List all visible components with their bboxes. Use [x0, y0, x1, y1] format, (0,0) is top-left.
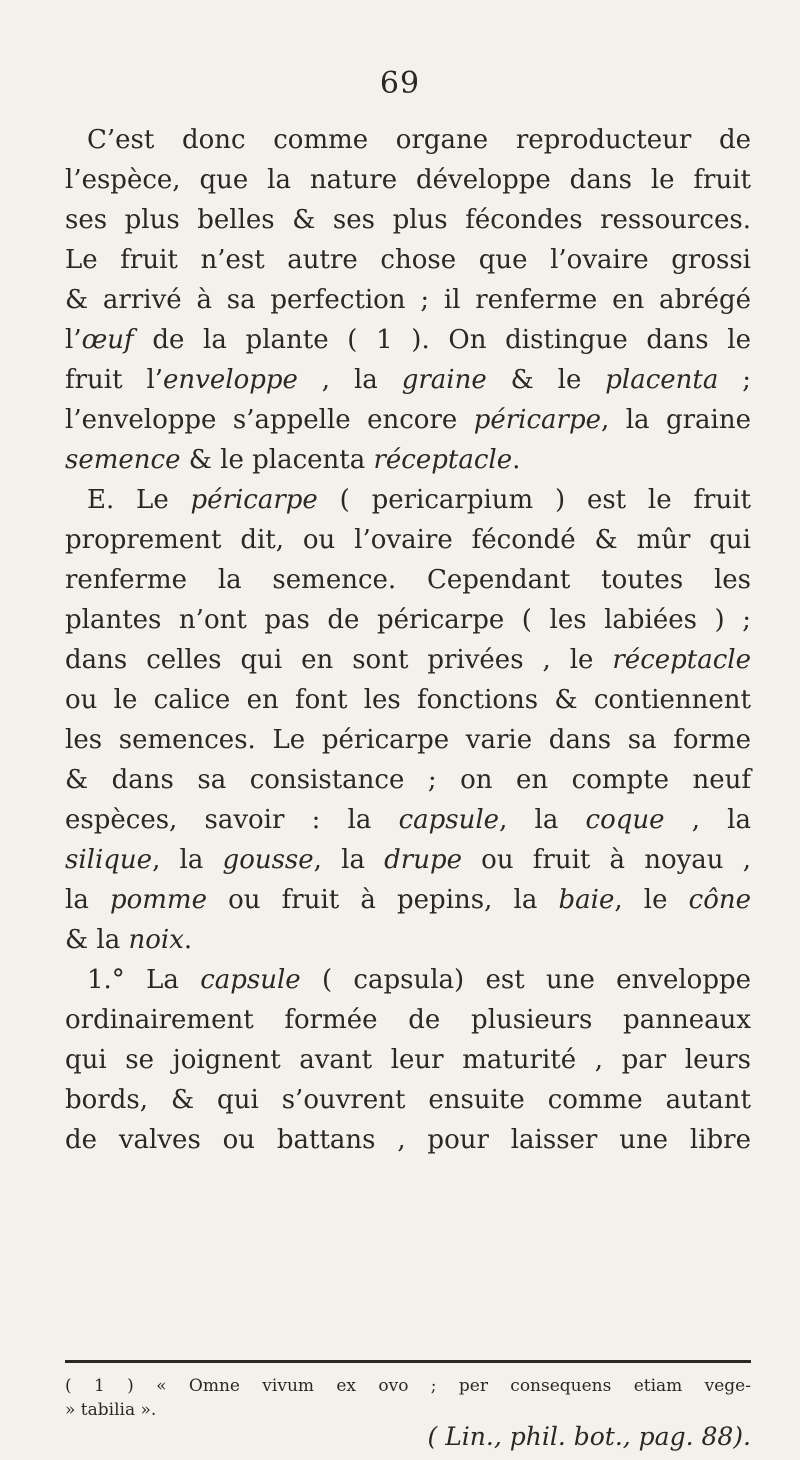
text-run: de valves ou battans , pour laisser une libre	[65, 1125, 751, 1155]
text-run: plantes n’ont pas de péricarpe ( les labiées ) ;	[65, 605, 751, 635]
text-line	[65, 400, 751, 440]
text-run: C’est donc comme organe reproducteur de	[87, 125, 751, 155]
text-line	[65, 920, 751, 960]
text-run: .	[512, 445, 521, 475]
main-text	[65, 120, 751, 1160]
text-run: fruit l’	[65, 365, 164, 395]
text-line	[65, 440, 751, 480]
italic-term: baie	[558, 885, 615, 915]
italic-term: capsule	[200, 965, 301, 995]
italic-term: péricarpe	[190, 485, 318, 515]
text-line	[65, 680, 751, 720]
text-run: l’enveloppe s’appelle encore	[65, 405, 474, 435]
italic-term: placenta	[605, 365, 719, 395]
text-run: ( capsula) est une enveloppe	[300, 965, 752, 995]
text-line	[65, 200, 751, 240]
text-line	[65, 1120, 751, 1160]
text-run: ses plus belles & ses plus fécondes ressources.	[65, 205, 751, 235]
text-line	[65, 520, 751, 560]
text-run: l’	[65, 325, 82, 355]
text-run: ( pericarpium ) est le fruit	[317, 485, 751, 515]
text-run: , la	[499, 805, 586, 835]
text-line	[65, 480, 751, 520]
page-number: 69	[379, 66, 421, 101]
text-line	[65, 240, 751, 280]
text-line	[65, 760, 751, 800]
text-run: & dans sa consistance ; on en compte neuf	[65, 765, 751, 795]
italic-term: péricarpe	[473, 405, 602, 435]
italic-term: capsule	[398, 805, 500, 835]
text-run: les semences. Le péricarpe varie dans sa forme	[65, 725, 751, 755]
text-run: ordinairement formée de plusieurs panneaux	[65, 1005, 751, 1035]
footnote-line: ( 1 ) « Omne vivum ex ovo ; per consequens etiam vege-	[65, 1376, 751, 1396]
text-line	[65, 720, 751, 760]
footnote-line: » tabilia ».	[65, 1400, 157, 1420]
italic-term: œuf	[81, 325, 134, 355]
text-line	[65, 1080, 751, 1120]
text-run: ou fruit à pepins, la	[206, 885, 559, 915]
text-run: bords, & qui s’ouvrent ensuite comme autant	[65, 1085, 751, 1115]
text-run: renferme la semence. Cependant toutes les	[65, 565, 751, 595]
italic-term: réceptacle	[373, 445, 513, 475]
text-run: proprement dit, ou l’ovaire fécondé & mûr qui	[65, 525, 751, 555]
text-line	[65, 320, 751, 360]
text-run: , la	[664, 805, 751, 835]
italic-term: graine	[401, 365, 487, 395]
italic-term: noix	[128, 925, 184, 955]
text-run: espèces, savoir : la	[65, 805, 399, 835]
text-line	[65, 560, 751, 600]
text-run: , la graine	[601, 405, 751, 435]
text-run: 1.° La	[87, 965, 201, 995]
italic-term: enveloppe	[163, 365, 298, 395]
italic-term: drupe	[384, 845, 462, 875]
text-run: E. Le	[87, 485, 191, 515]
text-line	[65, 960, 751, 1000]
text-line	[65, 840, 751, 880]
text-run: Le fruit n’est autre chose que l’ovaire grossi	[65, 245, 751, 275]
text-run: & le	[486, 365, 606, 395]
text-run: dans celles qui en sont privées , le	[65, 645, 613, 675]
text-line	[65, 280, 751, 320]
text-run: la	[65, 885, 110, 915]
text-run: ;	[718, 365, 752, 395]
italic-term: gousse	[222, 845, 314, 875]
text-run: & arrivé à sa perfection ; il renferme en abrégé	[65, 285, 751, 315]
italic-term: réceptacle	[612, 645, 751, 675]
footnote-rule	[65, 1360, 751, 1363]
italic-term: pomme	[109, 885, 207, 915]
text-run: & la	[65, 925, 129, 955]
italic-term: silique	[65, 845, 153, 875]
text-run: , la	[313, 845, 385, 875]
text-line	[65, 160, 751, 200]
text-line	[65, 120, 751, 160]
text-run: .	[183, 925, 193, 955]
footnote-citation: ( Lin., phil. bot., pag. 88).	[427, 1422, 751, 1451]
text-run: de la plante ( 1 ). On distingue dans le	[133, 325, 751, 355]
italic-term: semence	[65, 445, 181, 475]
text-line	[65, 1000, 751, 1040]
text-run: ou le calice en font les fonctions & contiennent	[65, 685, 751, 715]
text-line	[65, 600, 751, 640]
text-run: l’espèce, que la nature développe dans le fruit	[65, 165, 751, 195]
text-run: , la	[297, 365, 402, 395]
text-run: ou fruit à noyau ,	[462, 845, 751, 875]
text-run: qui se joignent avant leur maturité , par leurs	[65, 1045, 751, 1075]
italic-term: cône	[688, 885, 751, 915]
text-line	[65, 640, 751, 680]
text-line	[65, 360, 751, 400]
footnote	[65, 1374, 751, 1422]
text-run: , le	[614, 885, 689, 915]
italic-term: coque	[585, 805, 665, 835]
text-line	[65, 880, 751, 920]
text-run: , la	[152, 845, 223, 875]
text-run: & le placenta	[180, 445, 374, 475]
text-line	[65, 1040, 751, 1080]
text-line	[65, 800, 751, 840]
